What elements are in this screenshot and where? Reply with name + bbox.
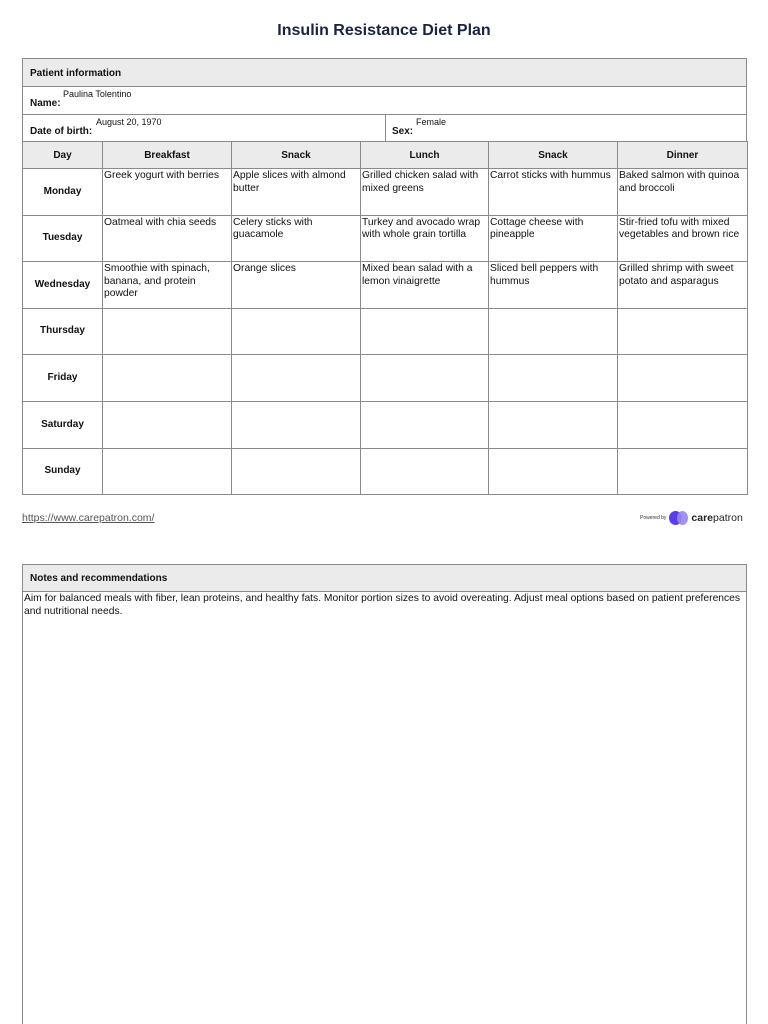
dinner-cell[interactable]: Stir-fried tofu with mixed vegetables and brown rice	[618, 215, 748, 262]
lunch-cell[interactable]	[361, 308, 489, 355]
lunch-cell[interactable]: Turkey and avocado wrap with whole grain tortilla	[361, 215, 489, 262]
notes-section	[22, 564, 747, 1024]
patient-info-section	[22, 58, 747, 143]
table-row	[23, 308, 748, 355]
dinner-cell[interactable]	[618, 448, 748, 495]
table-row	[23, 169, 748, 216]
day-cell: Friday	[23, 355, 103, 402]
table-row	[23, 262, 748, 309]
column-header-snack: Snack	[232, 142, 361, 169]
powered-by-brand[interactable]	[640, 509, 743, 527]
lunch-cell[interactable]	[361, 401, 489, 448]
snack-cell[interactable]	[489, 355, 618, 402]
notes-text[interactable]: Aim for balanced meals with fiber, lean proteins, and healthy fats. Monitor portion sizes to avoid overeating. Adjust meal options based on patient preferences and nutritional needs.	[24, 593, 741, 617]
patient-info-header	[23, 59, 746, 87]
day-cell: Sunday	[23, 448, 103, 495]
sex-value[interactable]: Female	[416, 117, 447, 127]
name-value[interactable]: Paulina Tolentino	[63, 89, 132, 99]
dinner-cell[interactable]: Grilled shrimp with sweet potato and asparagus	[618, 262, 748, 309]
day-cell: Thursday	[23, 308, 103, 355]
snack-cell[interactable]	[232, 448, 361, 495]
table-row	[23, 355, 748, 402]
lunch-cell[interactable]	[361, 355, 489, 402]
carepatron-logo-icon	[669, 510, 689, 526]
breakfast-cell[interactable]: Greek yogurt with berries	[103, 169, 232, 216]
breakfast-cell[interactable]: Smoothie with spinach, banana, and protein powder	[103, 262, 232, 309]
carepatron-link[interactable]: https://www.carepatron.com/	[22, 512, 155, 524]
breakfast-cell[interactable]	[103, 355, 232, 402]
sex-label: Sex:	[392, 126, 414, 137]
day-cell: Monday	[23, 169, 103, 216]
dob-label: Date of birth:	[30, 126, 93, 137]
snack-cell[interactable]: Cottage cheese with pineapple	[489, 215, 618, 262]
column-header-breakfast: Breakfast	[103, 142, 232, 169]
column-header-lunch: Lunch	[361, 142, 489, 169]
table-row	[23, 448, 748, 495]
name-row	[23, 87, 746, 115]
snack-cell[interactable]	[489, 308, 618, 355]
table-row	[23, 401, 748, 448]
page-title: Insulin Resistance Diet Plan	[277, 22, 491, 39]
column-header-snack: Snack	[489, 142, 618, 169]
breakfast-cell[interactable]: Oatmeal with chia seeds	[103, 215, 232, 262]
dob-value[interactable]: August 20, 1970	[96, 117, 162, 127]
powered-by-label: Powered by	[640, 515, 667, 521]
snack-cell[interactable]	[489, 401, 618, 448]
dinner-cell[interactable]	[618, 308, 748, 355]
snack-cell[interactable]: Orange slices	[232, 262, 361, 309]
day-cell: Saturday	[23, 401, 103, 448]
notes-header: Notes and recommendations	[23, 565, 746, 592]
breakfast-cell[interactable]	[103, 448, 232, 495]
brand-name	[691, 512, 742, 524]
breakfast-cell[interactable]	[103, 308, 232, 355]
snack-cell[interactable]	[232, 355, 361, 402]
table-header-row	[23, 142, 748, 169]
meal-plan-table	[22, 141, 748, 495]
snack-cell[interactable]	[489, 448, 618, 495]
snack-cell[interactable]: Celery sticks with guacamole	[232, 215, 361, 262]
breakfast-cell[interactable]	[103, 401, 232, 448]
name-label: Name:	[30, 98, 61, 109]
table-row	[23, 215, 748, 262]
lunch-cell[interactable]: Grilled chicken salad with mixed greens	[361, 169, 489, 216]
snack-cell[interactable]: Apple slices with almond butter	[232, 169, 361, 216]
dinner-cell[interactable]	[618, 355, 748, 402]
column-header-day: Day	[23, 142, 103, 169]
patient-info-header-label: Patient information	[30, 68, 122, 79]
snack-cell[interactable]: Sliced bell peppers with hummus	[489, 262, 618, 309]
dob-sex-row	[23, 115, 746, 143]
column-header-dinner: Dinner	[618, 142, 748, 169]
snack-cell[interactable]: Carrot sticks with hummus	[489, 169, 618, 216]
field-divider	[385, 115, 386, 142]
dinner-cell[interactable]: Baked salmon with quinoa and broccoli	[618, 169, 748, 216]
snack-cell[interactable]	[232, 401, 361, 448]
lunch-cell[interactable]: Mixed bean salad with a lemon vinaigrette	[361, 262, 489, 309]
day-cell: Wednesday	[23, 262, 103, 309]
brand-name-bold: care	[691, 512, 714, 524]
brand-name-rest: patron	[713, 512, 743, 524]
lunch-cell[interactable]	[361, 448, 489, 495]
dinner-cell[interactable]	[618, 401, 748, 448]
day-cell: Tuesday	[23, 215, 103, 262]
snack-cell[interactable]	[232, 308, 361, 355]
